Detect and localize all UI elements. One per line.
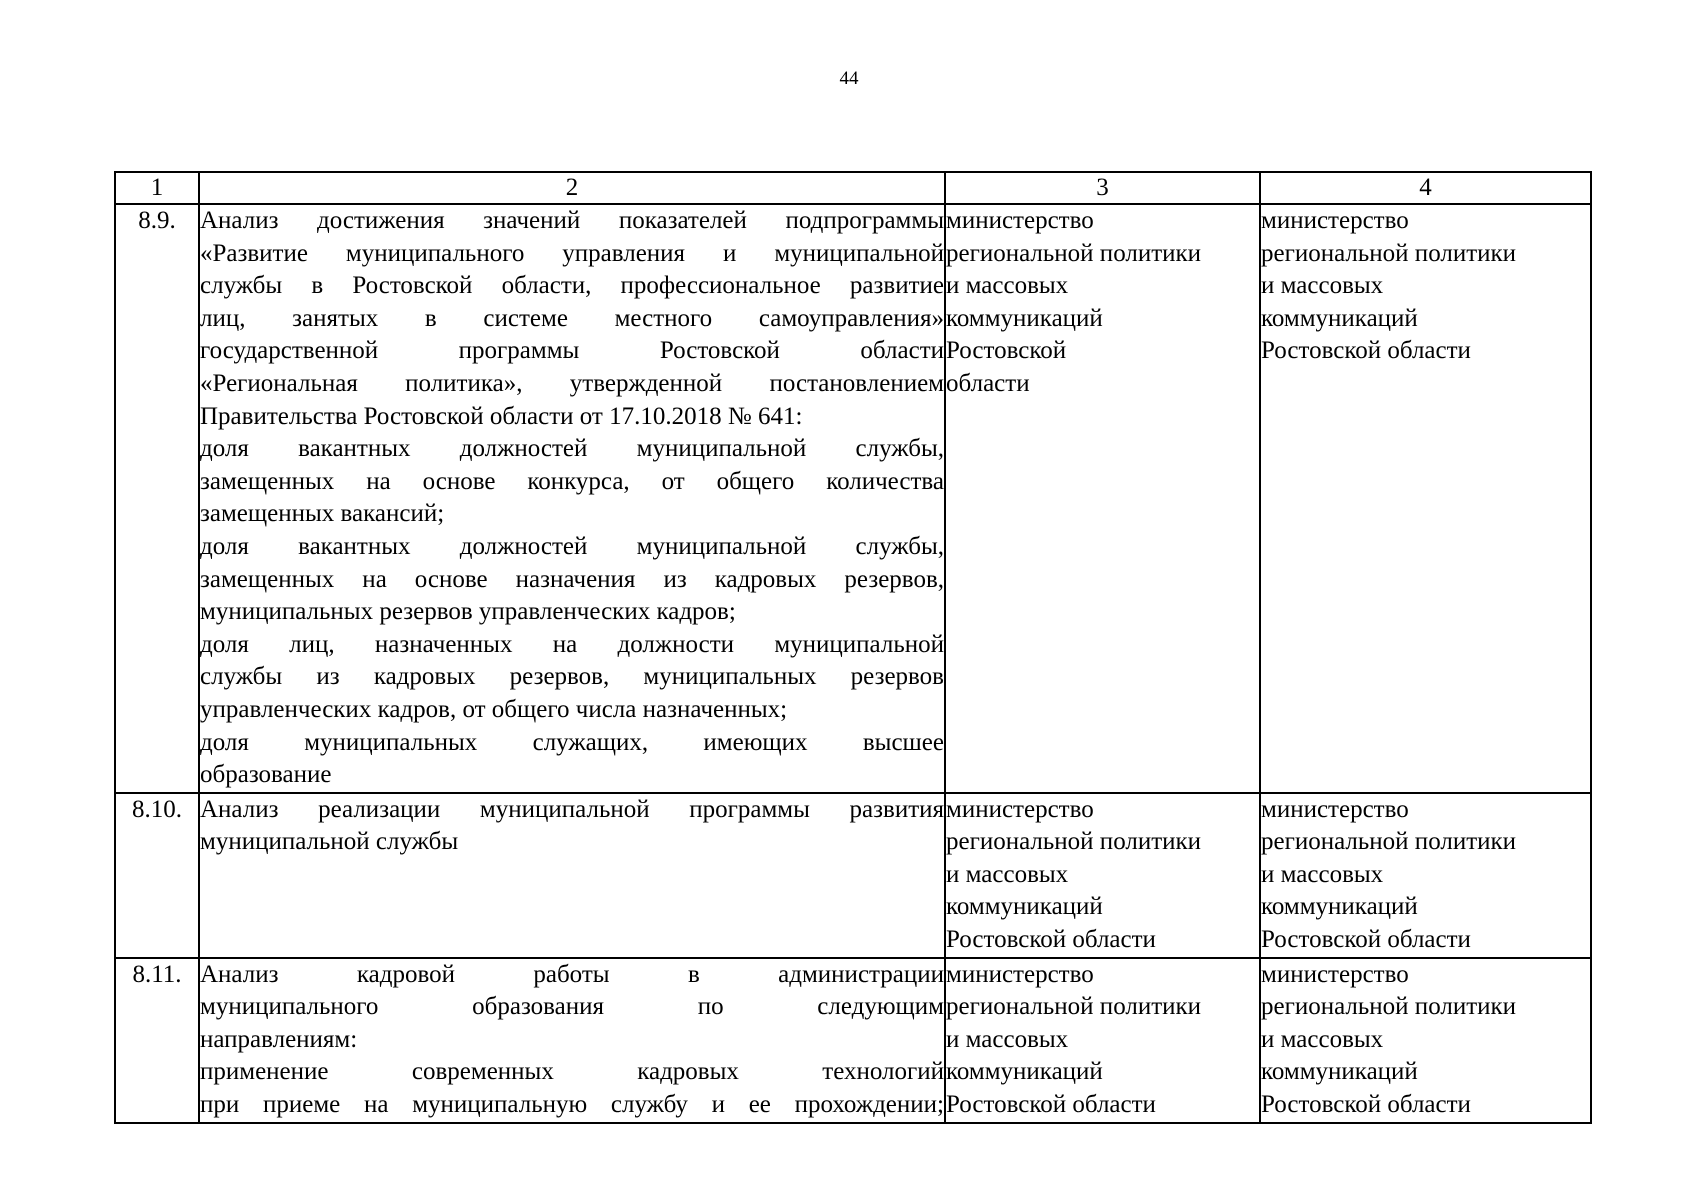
description-line: муниципальных резервов управленческих кадров;: [200, 598, 736, 626]
executor-line: министерство: [946, 207, 1094, 234]
executor-line: региональной политики: [946, 239, 1202, 267]
coordinator-line: региональной политики: [1261, 239, 1517, 267]
table-row: [115, 793, 1591, 958]
column-header-1: 1: [115, 172, 199, 204]
description-line: Анализ кадровой работы в администрации: [200, 960, 944, 988]
row-number: 8.9.: [115, 204, 199, 793]
description-line: замещенных вакансий;: [200, 500, 445, 528]
column-header-2: 2: [199, 172, 945, 204]
coordinator-line: коммуникаций: [1261, 893, 1418, 921]
row-number: 8.11.: [115, 958, 199, 1123]
executor-line: и массовых: [946, 1025, 1069, 1053]
description-line: направлениям:: [200, 1025, 358, 1053]
description-line: доля муниципальных служащих, имеющих высшее: [200, 728, 944, 756]
row-description: [199, 204, 945, 793]
description-line: Анализ достижения значений показателей подпрограммы: [200, 207, 944, 234]
description-line: «Региональная политика», утвержденной постановлением: [200, 369, 944, 397]
executor-line: региональной политики: [946, 993, 1202, 1021]
description-line: доля вакантных должностей муниципальной службы,: [200, 435, 944, 463]
executor-line: региональной политики: [946, 828, 1202, 856]
executor-line: коммуникаций: [946, 1058, 1103, 1086]
executor-line: министерство: [946, 795, 1094, 823]
description-line: применение современных кадровых технологий: [200, 1058, 944, 1086]
executor-line: и массовых: [946, 272, 1069, 300]
description-line: доля лиц, назначенных на должности муниципальной: [200, 630, 944, 658]
responsible-executor: [945, 793, 1260, 958]
executor-line: коммуникаций: [946, 304, 1103, 332]
description-line: службы в Ростовской области, профессиональное развитие: [200, 272, 944, 300]
description-line: «Развитие муниципального управления и муниципальной: [200, 239, 944, 267]
page-number: 44: [839, 68, 859, 89]
executor-line: коммуникаций: [946, 893, 1103, 921]
coordinator-line: Ростовской области: [1261, 1091, 1471, 1119]
executor-line: Ростовской области: [946, 1091, 1156, 1119]
table-row: [115, 958, 1591, 1123]
responsible-coordinator: [1260, 204, 1591, 793]
coordinator-line: коммуникаций: [1261, 304, 1418, 332]
coordinator-line: министерство: [1261, 795, 1409, 823]
row-description: [199, 793, 945, 958]
row-description: [199, 958, 945, 1123]
coordinator-line: региональной политики: [1261, 993, 1517, 1021]
description-line: замещенных на основе назначения из кадровых резервов,: [200, 565, 944, 593]
coordinator-line: региональной политики: [1261, 828, 1517, 856]
description-line: муниципальной службы: [200, 828, 459, 856]
description-line: Анализ реализации муниципальной программы развития: [200, 795, 944, 823]
description-line: муниципального образования по следующим: [200, 993, 944, 1021]
executor-line: Ростовской области: [946, 926, 1156, 954]
coordinator-line: Ростовской области: [1261, 926, 1471, 954]
row-number: 8.10.: [115, 793, 199, 958]
executor-line: области: [946, 369, 1030, 397]
description-line: образование: [200, 761, 332, 789]
header-row: [115, 172, 1591, 204]
column-header-4: 4: [1260, 172, 1591, 204]
coordinator-line: министерство: [1261, 207, 1409, 234]
description-line: лиц, занятых в системе местного самоуправления»: [200, 304, 944, 332]
column-header-3: 3: [945, 172, 1260, 204]
executor-line: министерство: [946, 960, 1094, 988]
description-line: при приеме на муниципальную службу и ее прохождении;: [200, 1091, 944, 1119]
description-line: замещенных на основе конкурса, от общего количества: [200, 467, 944, 495]
coordinator-line: и массовых: [1261, 1025, 1384, 1053]
responsible-executor: [945, 958, 1260, 1123]
responsible-coordinator: [1260, 793, 1591, 958]
responsible-coordinator: [1260, 958, 1591, 1123]
description-line: Правительства Ростовской области от 17.10.2018 № 641:: [200, 402, 803, 430]
coordinator-line: министерство: [1261, 960, 1409, 988]
description-line: доля вакантных должностей муниципальной службы,: [200, 532, 944, 560]
coordinator-line: и массовых: [1261, 272, 1384, 300]
table-row: [115, 204, 1591, 793]
document-table: [114, 171, 1592, 1124]
coordinator-line: и массовых: [1261, 860, 1384, 888]
description-line: государственной программы Ростовской области: [200, 337, 944, 365]
executor-line: Ростовской: [946, 337, 1067, 365]
description-line: управленческих кадров, от общего числа назначенных;: [200, 695, 788, 723]
coordinator-line: коммуникаций: [1261, 1058, 1418, 1086]
coordinator-line: Ростовской области: [1261, 337, 1471, 365]
description-line: службы из кадровых резервов, муниципальных резервов: [200, 663, 944, 691]
responsible-executor: [945, 204, 1260, 793]
executor-line: и массовых: [946, 860, 1069, 888]
